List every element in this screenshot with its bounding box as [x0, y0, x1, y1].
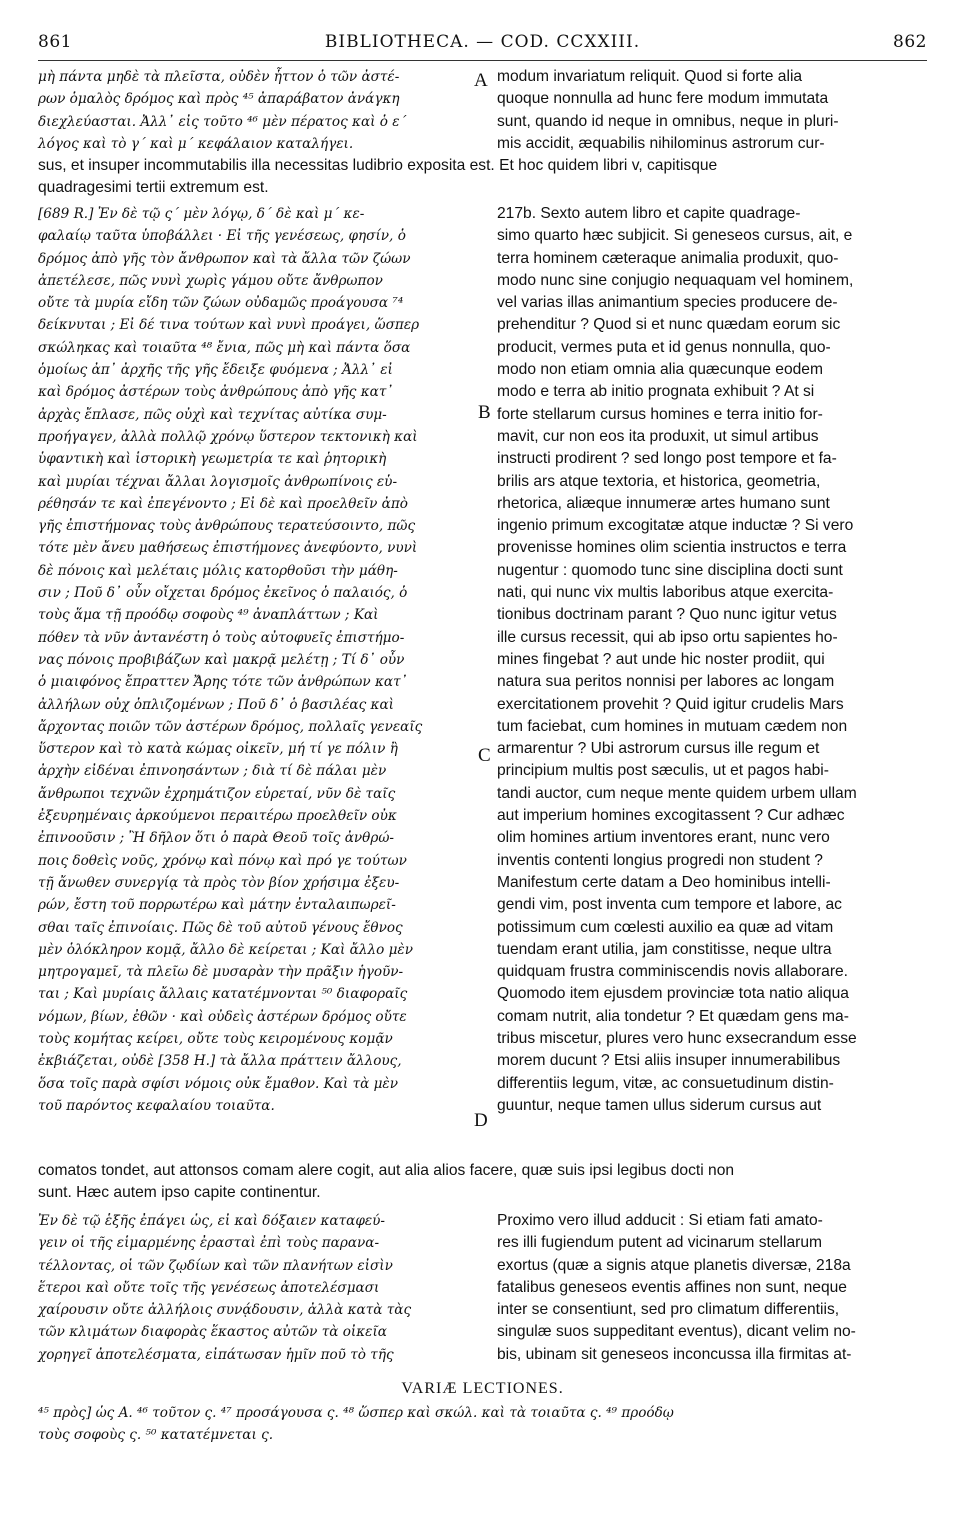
greek-column-block2 [38, 203, 468, 1117]
latin-line: mines fingebat ? aut unde hic noster prodiit, qui [497, 650, 825, 668]
latin-line: tum faciebat, cum homines in mutuam cædem non [497, 717, 848, 735]
greek-line: τοὺς κομήτας κείρει, οὔτε τοὺς κειρομένους κομᾷν [38, 1030, 393, 1047]
latin-line: provenisse homines olim scientia instructos e terra [497, 539, 847, 557]
latin-line: tandi auctor, cum neque mente quidem urbem ullam [497, 784, 857, 802]
margin-marker-a: A [474, 70, 488, 91]
latin-line: tuendam erant utilia, jam constitisse, neque ultra [497, 940, 832, 958]
latin-fullwidth-block1 [38, 155, 928, 200]
greek-line: δρόμος ἀπὸ γῆς τὸν ἄνθρωπον καὶ τὰ ἄλλα τῶν ζώων [38, 250, 411, 267]
latin-line: aut imperium homines excogitassent ? Cur adhæc [497, 807, 845, 825]
latin-line: ingenio primum excogitatæ atque inductæ ? Si vero [497, 517, 854, 535]
greek-line: φαλαίῳ ταῦτα ὑποβάλλει · Εἰ τῆς γενέσεως, φησίν, ὁ [38, 228, 406, 245]
latin-line: sunt, quando id neque in omnibus, neque in pluri- [497, 112, 839, 130]
latin-line: tribus miscetur, plures vero hunc exsecrandum esse [497, 1029, 857, 1047]
latin-line: natura sua peritos nonnisi per labores ac longam [497, 673, 835, 691]
latin-line: sus, et insuper incommutabilis illa necessitas ludibrio exposita est. Et hoc quidem libri v, capitisque [38, 157, 718, 174]
latin-line: simo quarto hæc subjicit. Si geneseos cursus, ait, e [497, 227, 853, 245]
latin-fullwidth-block2 [38, 1160, 928, 1205]
greek-line: Ἐν δὲ τῷ ἑξῆς ἐπάγει ὡς, εἰ καὶ δόξαιεν καταφεύ- [38, 1213, 385, 1229]
latin-line: Manifestum certe datam a Deo hominibus intelli- [497, 873, 831, 891]
latin-line: inventis contenti longius progredi non student ? [497, 851, 823, 869]
variae-lectiones-heading: VARIÆ LECTIONES. [401, 1380, 564, 1397]
greek-line: χαίρουσιν οὔτε ἀλλήλοις συνᾴδουσιν, ἀλλὰ κατὰ τὰς [38, 1302, 412, 1319]
latin-line: inter se consentiunt, sed pro climatum differentiis, [497, 1301, 840, 1319]
footnote-line: τοὺς σοφοὺς ς. ⁵⁰ κατατέμνεται ς. [38, 1427, 274, 1443]
greek-line: τοῦ παρόντος κεφαλαίου τοιαῦτα. [38, 1097, 275, 1114]
latin-line: rhetorica, aliæque innumeræ artes humano sunt [497, 494, 830, 512]
latin-line: ille cursus recessit, qui ab ipso ortu sapientes ho- [497, 628, 838, 646]
greek-line: καὶ μυρίαι τέχναι ἄλλαι λογισμοῖς ἀνθρωπίνοις εὑ- [38, 473, 398, 490]
latin-line: singulæ suos suppeditant eventus), dicant velim no- [497, 1323, 856, 1341]
margin-marker-d: D [474, 1110, 488, 1131]
latin-line: exortus (quæ a signis atque planetis diversæ, 218a [497, 1256, 851, 1274]
greek-line: καὶ δρόμος ἀστέρων τοὺς ἀνθρώπους ἀπὸ γῆς κατ᾽ [38, 384, 394, 401]
latin-line: brilis ars atque textoria, et historica, geometria, [497, 472, 821, 490]
latin-line: nati, qui nunc vix multis laboribus atque exercita- [497, 584, 834, 602]
latin-line: morem ducunt ? Etsi aliis insuper innumerabilibus [497, 1052, 841, 1070]
greek-line: χορηγεῖ ἀποτελέσματα, εἰπάτωσαν ἡμῖν ποῦ τὸ τῆς [38, 1346, 394, 1363]
greek-line: πόθεν τὰ νῦν ἀντανέστη ὁ τοὺς αὐτοφυεῖς ἐπιστήμο- [38, 629, 405, 646]
greek-line: ὁ μιαιφόνος ἔπραττεν Ἄρης τότε τῶν ἀνθρώπων κατ᾽ [38, 674, 408, 691]
greek-line: ἕτεροι καὶ οὔτε τοῖς τῆς γενέσεως ἀποτελέσμασι [38, 1279, 380, 1296]
margin-marker-c: C [478, 745, 491, 766]
page-number-right: 862 [893, 32, 927, 52]
margin-marker-b: B [478, 402, 491, 423]
greek-line: ἀρχὰς ἔπλασε, πῶς οὐχὶ καὶ τεχνίτας αὐτίκα συμ- [38, 406, 387, 423]
latin-line: nugentur : quomodo tunc sine disciplina docti sunt [497, 561, 843, 579]
latin-line: Quomodo item ejusdem provinciæ tota natio aliqua [497, 985, 849, 1003]
latin-line: sunt. Hæc autem ipso capite continentur. [38, 1184, 321, 1202]
greek-line: ἀπετέλεσε, πῶς νυνὶ χωρὶς γάμου οὔτε ἄνθρωπον [38, 272, 383, 289]
latin-line: modo non etiam omnia alia quæcunque eodem [497, 361, 823, 379]
latin-line: instructi prodirent ? sed longo post tempore et fa- [497, 450, 837, 468]
greek-line: τῇ ἄνωθεν συνεργίᾳ τὰ πρὸς τὸν βίον χρήσιμα ἐξευ- [38, 874, 400, 891]
latin-line: res illi fugiendum putent ad vicinarum stellarum [497, 1234, 823, 1252]
latin-line: armarentur ? Ubi astrorum cursus ille regum et [497, 740, 820, 758]
latin-line: potissimum cum cœlesti auxilio ea quæ ad vitam [497, 918, 834, 936]
greek-line: ρέθησάν τε καὶ ἐπεγένοντο ; Εἰ δὲ καὶ προελθεῖν ἀπὸ [38, 495, 408, 512]
greek-line: γῆς ἐπιστήμονας τοὺς ἀνθρώπους τερατεύσοιντο, πῶς [38, 518, 416, 535]
greek-line: οὔτε τὰ μυρία εἴδη τῶν ζώων οὐδαμῶς προάγουσα ⁷⁴ [38, 295, 404, 312]
greek-line: δὲ πόνοις καὶ μελέταις μόλις κατορθοῦσι τὴν μάθη- [38, 562, 398, 579]
latin-line: modo nunc sine conjugio nequaquam vel hominem, [497, 271, 854, 289]
running-header [38, 32, 927, 58]
latin-line: quidquam frustra comminiscendis novis allaborare. [497, 963, 849, 981]
greek-line: ρων ὁμαλὸς δρόμος καὶ πρὸς ⁴⁵ ἀπαράβατον ἀνάγκη [38, 91, 400, 108]
header-rule [38, 60, 927, 61]
greek-line: ποις δοθεὶς νοῦς, χρόνῳ καὶ πόνῳ καὶ πρό γε τούτων [38, 852, 407, 869]
greek-line: ὑφαντικὴ καὶ ἱστορικὴ γεωμετρία τε καὶ ῥητορικὴ [38, 451, 387, 468]
greek-line: δείκνυται ; Εἰ δέ τινα τούτων καὶ νυνὶ προάγει, ὥσπερ [38, 317, 420, 334]
greek-line: ἐξευρημέναις ἀρκούμενοι περαιτέρω προελθεῖν οὐκ [38, 808, 397, 825]
greek-line: ὅσα τοῖς παρὰ σφίσι νόμοις οὐκ ἔμαθον. Καὶ τὰ μὲν [38, 1075, 398, 1092]
latin-line: exercitationem provehit ? Quid igitur crudelis Mars [497, 695, 844, 713]
greek-line: σθαι ταῖς ἐπινοίαις. Πῶς δὲ τοῦ αὐτοῦ γένους ἔθνος [38, 919, 403, 936]
latin-line: 217b. Sexto autem libro et capite quadrage- [497, 205, 801, 222]
latin-line: quoque nonnulla ad hunc fere modum immutata [497, 90, 829, 108]
latin-line: forte stellarum cursus homines e terra initio for- [497, 405, 823, 423]
latin-line: differentiis legum, vitæ, ac consuetudinum distin- [497, 1074, 834, 1092]
greek-line: ἐκβιάζεται, οὐδὲ [358 H.] τὰ ἄλλα πράττειν ἄλλους, [38, 1053, 402, 1070]
latin-line: producit, vermes puta et id genus nonnulla, quo- [497, 338, 831, 356]
greek-column-block1 [38, 66, 468, 155]
greek-line: λόγος καὶ τὸ γ´ καὶ μ´ κεφάλαιον καταλήγει. [38, 135, 354, 152]
latin-line: mavit, cur non eos ita produxit, ut simul artibus [497, 427, 819, 445]
latin-column-block1 [497, 66, 927, 155]
latin-line: bis, ubinam sit geneseos inconcussa illa firmitas at- [497, 1345, 852, 1363]
latin-line: vel varias illas animantium species producere de- [497, 294, 838, 312]
latin-line: modo e terra ab initio prognata exhibuit ? At si [497, 383, 815, 401]
greek-line: [689 R.] Ἐν δὲ τῷ ς´ μὲν λόγῳ, δ´ δὲ καὶ μ´ κε- [38, 206, 365, 222]
greek-line: ται ; Καὶ μυρίαις ἄλλαις κατατέμνονται ⁵⁰ διαφοραῖς [38, 986, 408, 1003]
greek-line: μὴ πάντα μηδὲ τὰ πλεῖστα, οὐδὲν ἧττον ὁ τῶν ἀστέ- [38, 69, 400, 85]
greek-line: ἀρχὴν εἰδέναι ἐπινοησάντων ; διὰ τί δὲ πάλαι μὲν [38, 763, 387, 780]
footnote-line: ⁴⁵ πρὸς] ὡς A. ⁴⁶ τοῦτον ς. ⁴⁷ προσάγουσα ς. ⁴⁸ ὥσπερ καὶ σκώλ. καὶ τὰ τοιαῦτα ς. ⁴⁹ προόδῳ [38, 1405, 674, 1421]
running-title: BIBLIOTHECA. — COD. CCXXIII. [324, 32, 641, 52]
greek-line: ἄρχοντας ποιῶν τῶν ἀστέρων δρόμος, πολλαῖς γενεαῖς [38, 718, 423, 735]
greek-line: τῶν κλιμάτων διαφορὰς ἕκαστος αὐτῶν τὰ οἰκεῖα [38, 1324, 387, 1341]
latin-line: quadragesimi tertii extremum est. [38, 179, 269, 197]
greek-line: σιν ; Ποῦ δ᾽ οὖν οἴχεται δρόμος ἐκεῖνος ὁ παλαιός, ὁ [38, 585, 408, 602]
latin-column-block2 [497, 203, 927, 1117]
greek-line: τέλλοντας, οἱ τῶν ζῳδίων καὶ τῶν πλανήτων εἰσὶν [38, 1257, 393, 1274]
latin-line: Proximo vero illud adducit : Si etiam fati amato- [497, 1212, 823, 1229]
latin-line: modum invariatum reliquit. Quod si forte alia [497, 68, 803, 85]
greek-column-block3 [38, 1210, 468, 1366]
greek-line: τότε μὲν ἄνευ μαθήσεως ἐπιστήμονες ἀνεφύοντο, νυνὶ [38, 540, 418, 557]
greek-line: διεχλεύασται. Ἀλλ᾽ εἰς τοῦτο ⁴⁶ μὲν πέρατος καὶ ὁ ε´ [38, 113, 407, 130]
greek-line: τοὺς ἅμα τῇ προόδῳ σοφοὺς ⁴⁹ ἀναπλάττων ; Καὶ [38, 607, 379, 624]
greek-line: μητρογαμεῖ, τὰ πλεῖω δὲ μυσαρὰν τὴν πρᾶξιν ἡγοῦν- [38, 964, 404, 981]
greek-line: μὲν ὁλόκληρον κομᾷ, ἄλλο δὲ κείρεται ; Καὶ ἄλλο μὲν [38, 941, 413, 958]
greek-line: γειν οἱ τῆς εἱμαρμένης ἐρασταὶ ἐπὶ τοὺς παρανα- [38, 1235, 380, 1252]
greek-line: ὕστερον καὶ τὸ κατὰ κώμας οἰκεῖν, μή τί γε πόλιν ἢ [38, 741, 398, 758]
latin-line: guuntur, neque tamen ullus siderum cursus aut [497, 1096, 822, 1114]
greek-line: σκώληκας καὶ τοιαῦτα ⁴⁸ ἔνια, πῶς μὴ καὶ πάντα ὅσα [38, 339, 411, 356]
latin-line: comatos tondet, aut attonsos comam alere cogit, aut alia alios facere, quæ suis ipsi legibus docti non [38, 1162, 735, 1179]
latin-line: principium multis post sæculis, ut et pagos habi- [497, 762, 829, 780]
latin-line: gendi vim, post inventa cum tempore et labore, ac [497, 896, 842, 914]
latin-column-block3 [497, 1210, 927, 1366]
greek-line: νας πόνοις προβιβάζων καὶ μακρᾷ μελέτῃ ; Τί δ᾽ οὖν [38, 651, 405, 668]
latin-line: mis accidit, æquabilis nihilominus astrorum cur- [497, 134, 825, 152]
latin-line: prehenditur ? Quod si et nunc quædam eorum sic [497, 316, 841, 334]
latin-line: fatalibus geneseos eventis affines non sunt, neque [497, 1278, 847, 1296]
greek-line: ρών, ἔστη τοῦ πορρωτέρω καὶ μάτην ἐνταλαιπωρεῖ- [38, 897, 396, 914]
footnotes [38, 1402, 928, 1446]
greek-line: προήγαγεν, ἀλλὰ πολλῷ χρόνῳ ὕστερον τεκτονικὴ καὶ [38, 428, 418, 445]
latin-line: comam nutrit, alia tondetur ? Et quædam gens ma- [497, 1007, 849, 1025]
greek-line: ὁμοίως ἀπ᾽ ἀρχῆς τῆς γῆς ἔδειξε φυόμενα ; Ἀλλ᾽ εἰ [38, 362, 393, 379]
page-number-left: 861 [38, 32, 72, 52]
latin-line: terra hominem cæteraque animalia produxit, quo- [497, 249, 839, 267]
greek-line: ἄνθρωποι τεχνῶν ἐχρημάτιζον εὑρεταί, νῦν δὲ ταῖς [38, 785, 396, 802]
greek-line: ἐπινοοῦσιν ; Ἢ δῆλον ὅτι ὁ παρὰ Θεοῦ τοῖς ἀνθρώ- [38, 830, 394, 847]
latin-line: tionibus doctrinam parant ? Quo nunc igitur vetus [497, 606, 837, 624]
greek-line: νόμων, βίων, ἐθῶν · καὶ οὐδεὶς ἀστέρων δρόμος οὔτε [38, 1008, 407, 1025]
greek-line: ἀλλήλων οὐχ ὁπλιζομένων ; Ποῦ δ᾽ ὁ βασιλέας καὶ [38, 696, 394, 713]
latin-line: olim homines artium inventores erant, nunc vero [497, 829, 830, 847]
